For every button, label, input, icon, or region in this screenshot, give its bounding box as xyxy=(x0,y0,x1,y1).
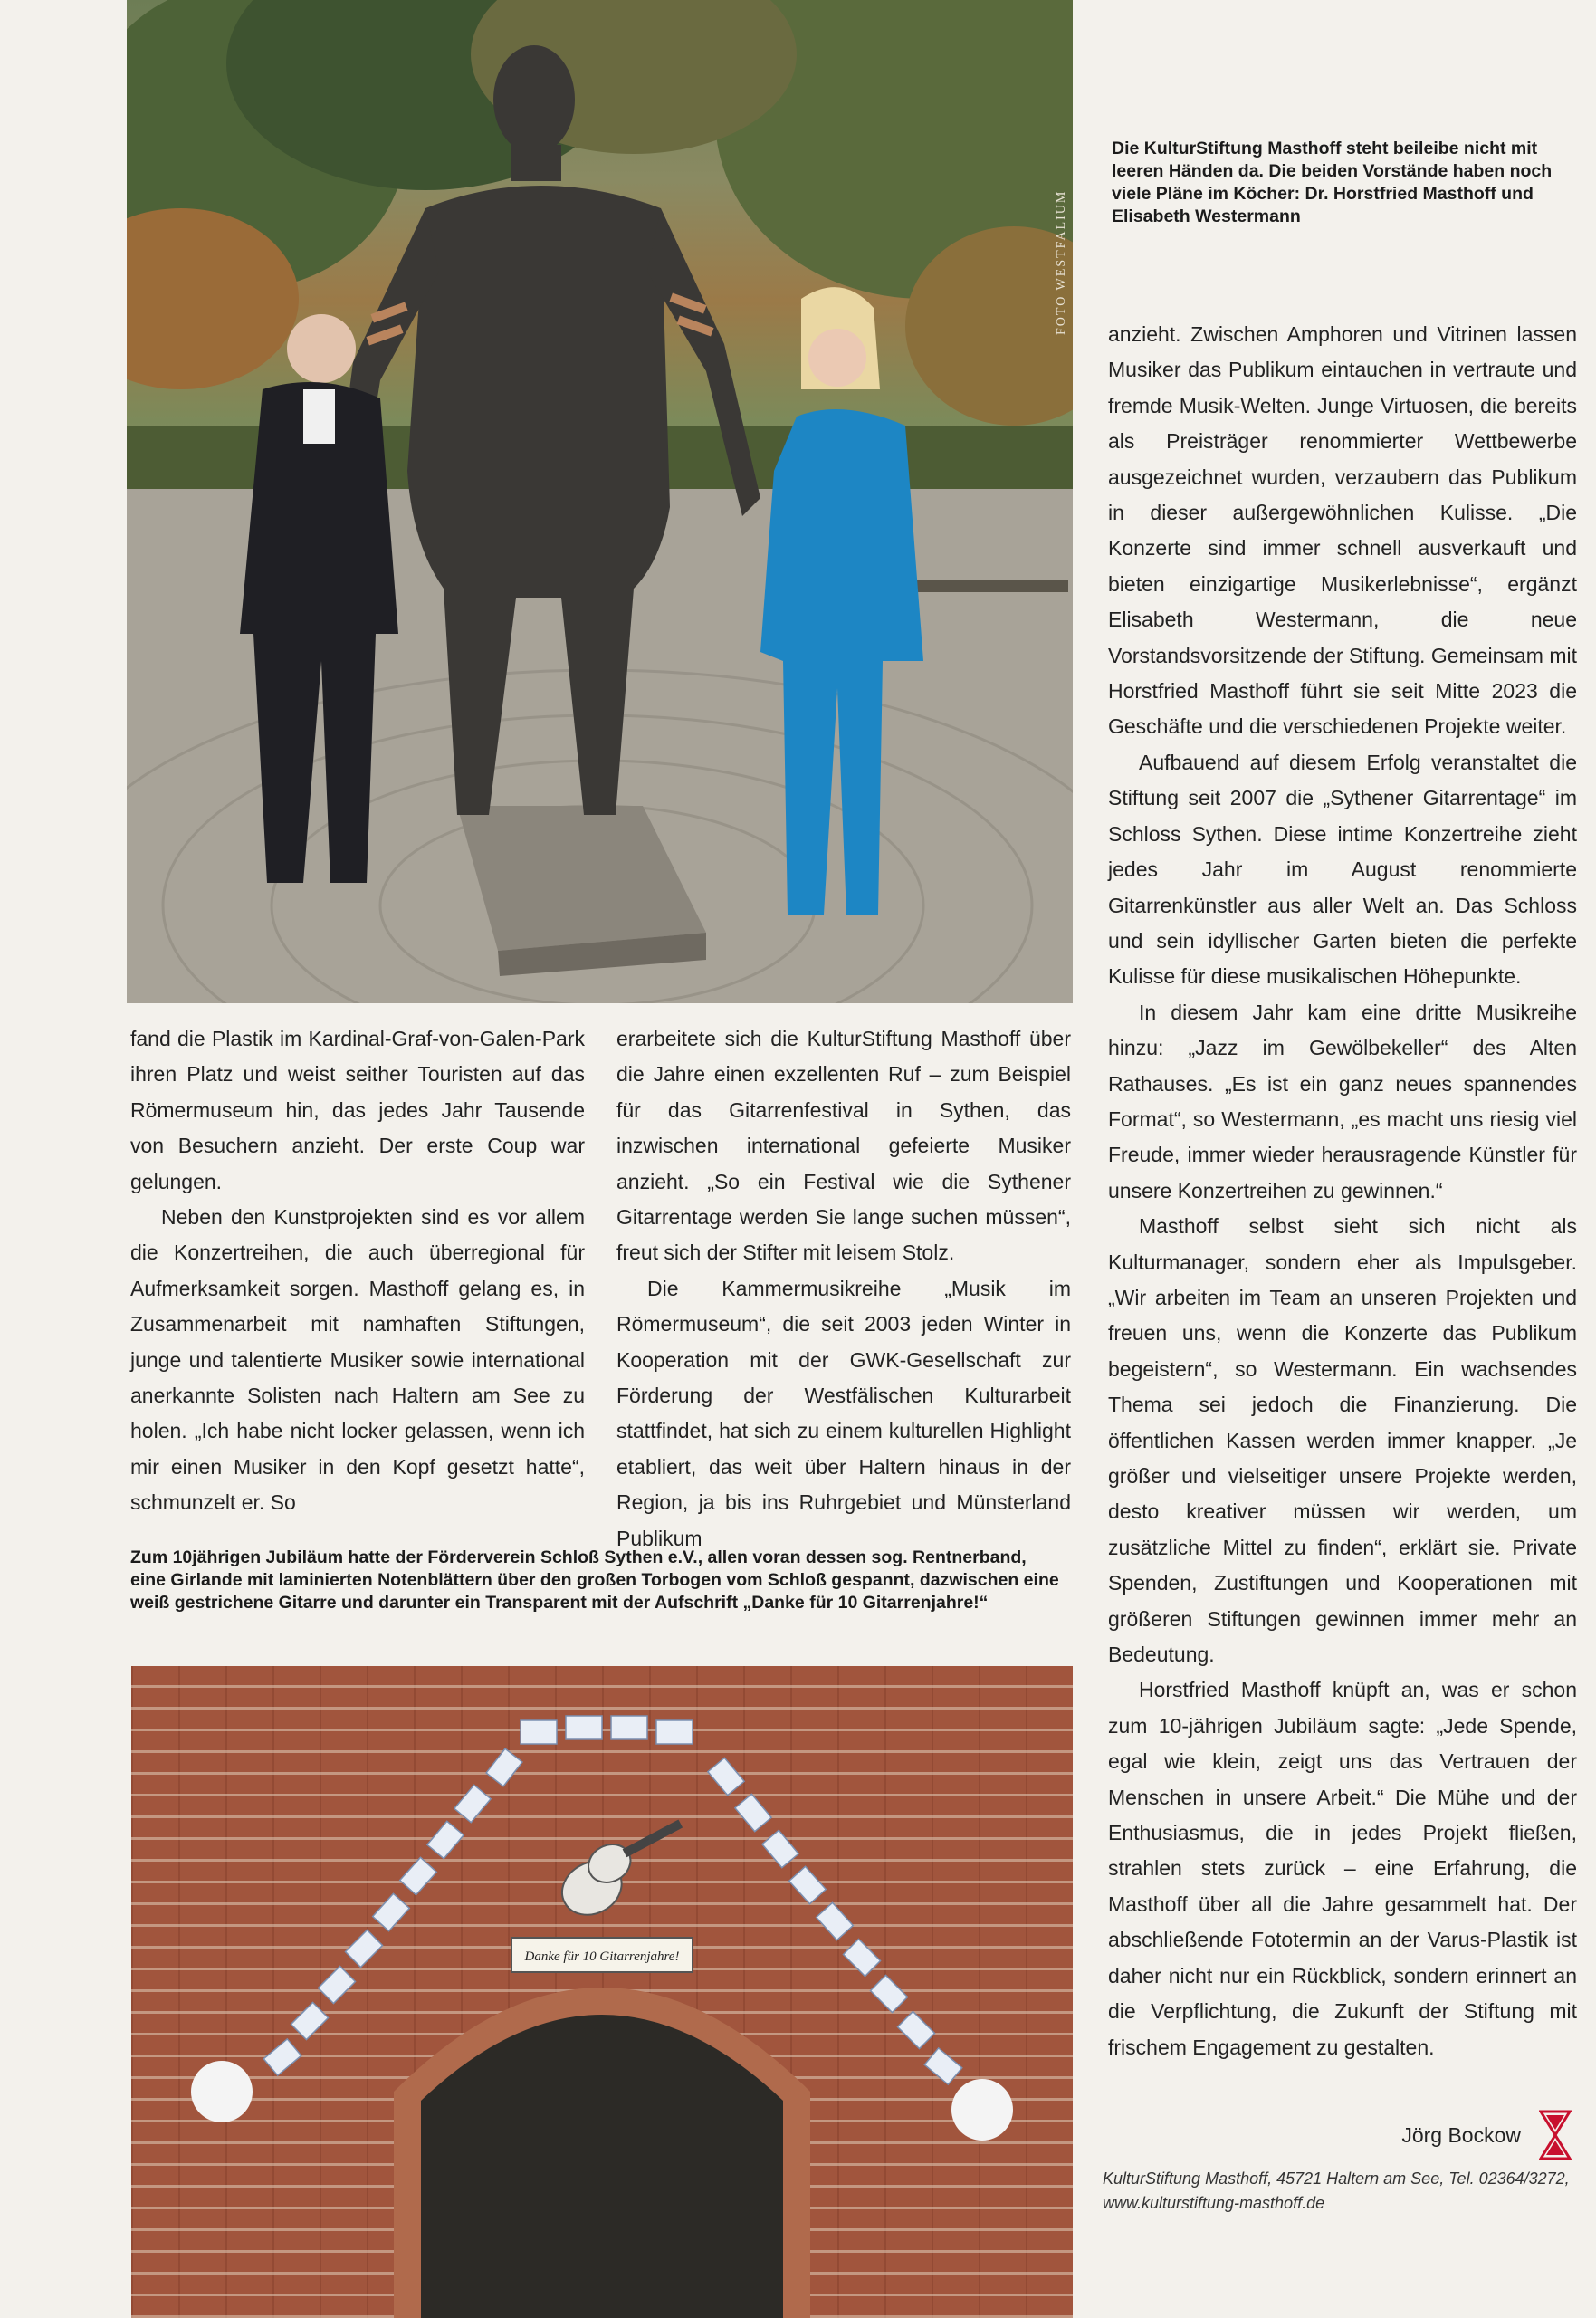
gate-photo-illustration xyxy=(131,1666,1073,2318)
photo-caption-top: Die KulturStiftung Masthoff steht beileibe nicht mit leeren Händen da. Die beiden Vorstände haben noch viele Pläne im Köcher: Dr. Horstfried Masthoff und Elisabeth Westermann xyxy=(1112,139,1553,226)
paragraph: Die Kammermusikreihe „Musik im Römermuseum“, die seit 2003 jeden Winter in Kooperation mit der GWK-Gesellschaft zur Förderung der Westfälischen Kulturarbeit stattfindet, hat sich zu einem kulturellen Highlight etabliert, das weit über Haltern hinaus in der Region, ja bis ins Ruhrgebiet und Münsterland Publikum xyxy=(616,1276,1071,1550)
contact-info xyxy=(1103,2167,1573,2216)
paragraph: Horstfried Masthoff knüpft an, was er schon zum 10-jährigen Jubiläum sagte: „Jede Spende, egal wie klein, zeigt uns das Vertrauen der Menschen in unsere Arbeit.“ Die Mühe und der Enthusiasmus, die in jedes Projekt fließen, strahlen stets zurück – eine Erfahrung, die Masthoff über all die Jahre gesammelt hat. Der abschließende Fototermin an der Varus-Plastik ist daher nicht nur ein Rückblick, sondern erinnert an die Verpflichtung, die Zukunft der Stiftung mit frischem Engagement zu gestalten. xyxy=(1108,1678,1577,2059)
photo-caption-bottom: Zum 10jährigen Jubiläum hatte der Förderverein Schloß Sythen e.V., allen voran dessen sog. Rentnerband, eine Girlande mit laminierten Notenblättern über den großen Torbogen vom Schloß gespannt, dazwischen eine weiß gestrichene Gitarre und darunter ein Transparent mit der Aufschrift „Danke für 10 Gitarrenjahre!“ xyxy=(130,1547,1059,1613)
photo-statue-park xyxy=(127,0,1073,1003)
text-column-left xyxy=(130,1021,585,1521)
end-mark-icon xyxy=(1539,2110,1572,2160)
statue-photo-illustration xyxy=(127,0,1073,1003)
contact-website: www.kulturstiftung-masthoff.de xyxy=(1103,2194,1325,2212)
contact-line: KulturStiftung Masthoff, 45721 Haltern am See, Tel. 02364/3272, xyxy=(1103,2170,1570,2188)
photo-credit: FOTO WESTFALIUM xyxy=(1055,189,1068,335)
paragraph: anzieht. Zwischen Amphoren und Vitrinen lassen Musiker das Publikum eintauchen in vertraute und fremde Musik-Welten. Junge Virtuosen, die bereits als Preisträger renommierter Wettbewerbe ausgezeichnet wurden, verzaubern das Publikum in dieser außergewöhnlichen Kulisse. „Die Konzerte sind immer schnell ausverkauft und bieten einzigartige Musikerlebnisse“, ergänzt Elisabeth Westermann, die neue Vorstandsvorsitzende der Stiftung. Gemeinsam mit Horstfried Masthoff führt sie seit Mitte 2023 die Geschäfte und die verschiedenen Projekte weiter. xyxy=(1108,322,1577,739)
text-column-right xyxy=(1108,317,1577,2065)
photo-castle-gate xyxy=(131,1666,1073,2318)
text-column-middle xyxy=(616,1021,1071,1557)
paragraph: Aufbauend auf diesem Erfolg veranstaltet die Stiftung seit 2007 die „Sythener Gitarrentage“ im Schloss Sythen. Diese intime Konzertreihe zieht jedes Jahr im August renommierte Gitarrenkünstler aus aller Welt an. Das Schloss und sein idyllischer Garten bieten die perfekte Kulisse für diese musikalischen Höhepunkte. xyxy=(1108,750,1577,989)
paragraph: fand die Plastik im Kardinal-Graf-von-Galen-Park ihren Platz und weist seither Touristen auf das Römermuseum hin, das jedes Jahr Tausende von Besuchern anzieht. Der erste Coup war gelungen. xyxy=(130,1027,585,1193)
paragraph: Masthoff selbst sieht sich nicht als Kulturmanager, sondern eher als Impulsgeber. „Wir arbeiten im Team an unseren Projekten und freuen uns, wenn die Konzerte das Publikum begeistern“, so Westermann. Ein wachsendes Thema sei jedoch die Finanzierung. Die öffentlichen Kassen werden immer knapper. „Je größer und vielseitiger unsere Projekte werden, desto kreativer müssen wir werden, um zusätzliche Mittel zu finden“, erklärt sie. Private Spenden, Zustiftungen und Kooperationen mit größeren Stiftungen gewinnen immer mehr an Bedeutung. xyxy=(1108,1214,1577,1667)
paragraph: Neben den Kunstprojekten sind es vor allem die Konzertreihen, die auch überregional für Aufmerksamkeit sorgen. Masthoff gelang es, in Zusammenarbeit mit namhaften Stiftungen, junge und talentierte Musiker sowie international anerkannte Solisten nach Haltern am See zu holen. „Ich habe nicht locker gelassen, wenn ich mir einen Musiker in den Kopf gesetzt hatte“, schmunzelt er. So xyxy=(130,1205,585,1515)
paragraph: erarbeitete sich die KulturStiftung Masthoff über die Jahre einen exzellenten Ruf – zum Beispiel für das Gitarrenfestival in Sythen, das inzwischen international gefeierte Musiker anzieht. „So ein Festival wie die Sythener Gitarrentage werden Sie lange suchen müssen“, freut sich der Stifter mit leisem Stolz. xyxy=(616,1027,1071,1265)
banner-text: Danke für 10 Gitarrenjahre! xyxy=(524,1949,680,1964)
author-name: Jörg Bockow xyxy=(1401,2123,1521,2147)
paragraph: In diesem Jahr kam eine dritte Musikreihe hinzu: „Jazz im Gewölbekeller“ des Alten Rathauses. „Es ist ein ganz neues spannendes Format“, so Westermann, „es macht uns riesig viel Freude, immer wieder herausragende Künstler für unsere Konzertreihen zu gewinnen.“ xyxy=(1108,1000,1577,1202)
